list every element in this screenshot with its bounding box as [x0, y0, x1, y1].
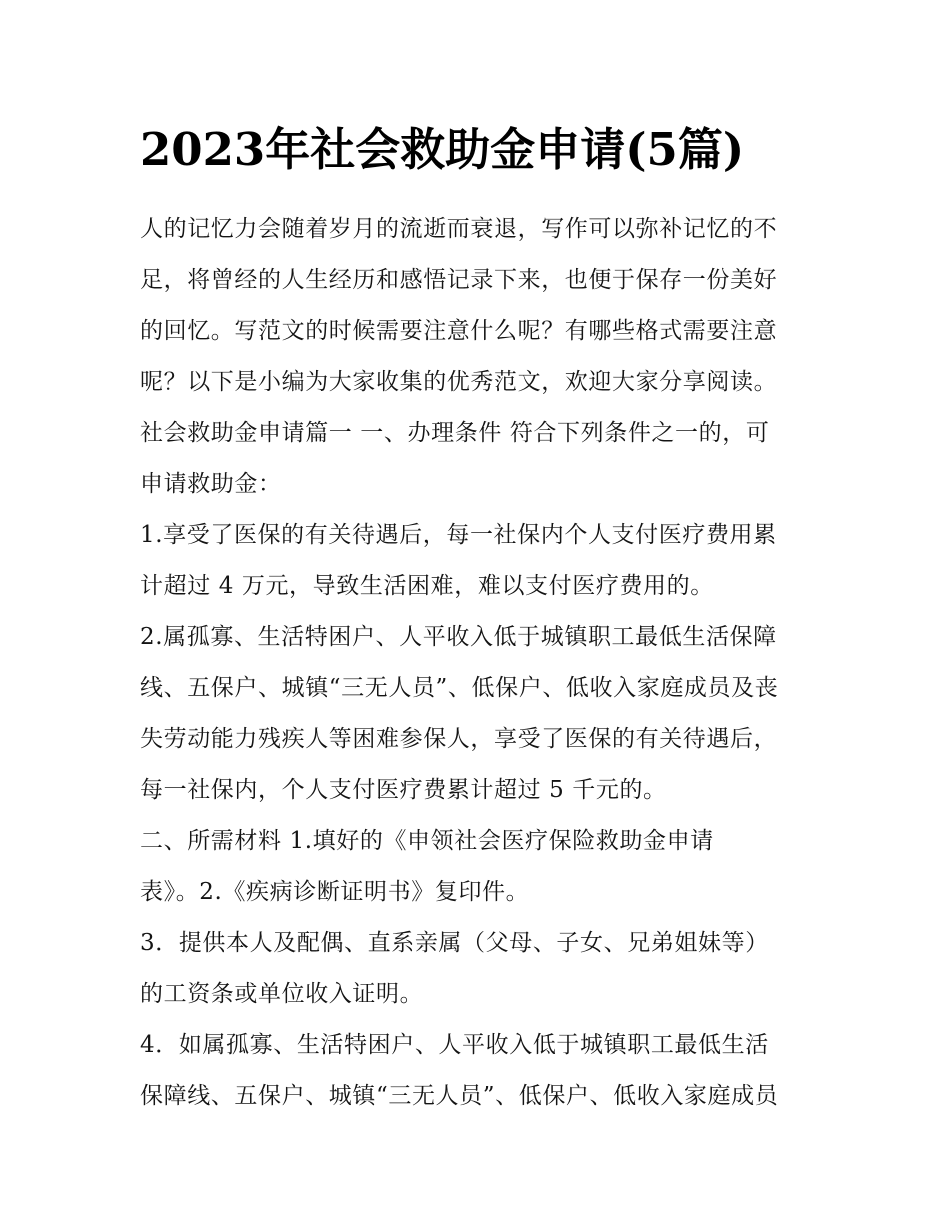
body-line: 的回忆。写范文的时候需要注意什么呢？有哪些格式需要注意 — [140, 318, 778, 344]
body-line: 保障线、五保户、城镇“三无人员”、低保户、低收入家庭成员 — [140, 1083, 779, 1109]
body-line: 表》。2.《疾病诊断证明书》复印件。 — [140, 879, 530, 905]
body-line: 每一社保内，个人支付医疗费累计超过 5 千元的。 — [140, 777, 667, 803]
body-line: 足，将曾经的人生经历和感悟记录下来，也便于保存一份美好 — [140, 267, 778, 293]
body-line: 呢？以下是小编为大家收集的优秀范文，欢迎大家分享阅读。 — [140, 369, 778, 395]
document-body — [140, 204, 812, 1122]
body-line: 计超过 4 万元，导致生活困难，难以支付医疗费用的。 — [140, 573, 714, 599]
body-line: 2.属孤寡、生活特困户、人平收入低于城镇职工最低生活保障 — [140, 624, 777, 650]
document-content — [140, 118, 812, 1122]
body-line: 人的记忆力会随着岁月的流逝而衰退，写作可以弥补记忆的不 — [140, 216, 778, 242]
body-line: 的工资条或单位收入证明。 — [140, 981, 424, 1007]
document-title: 2023年社会救助金申请(5篇) — [140, 123, 745, 176]
body-line: 线、五保户、城镇“三无人员”、低保户、低收入家庭成员及丧 — [140, 675, 779, 701]
body-line: 二、所需材料 1.填好的《申领社会医疗保险救助金申请 — [140, 828, 714, 854]
body-line: 4．如属孤寡、生活特困户、人平收入低于城镇职工最低生活 — [140, 1032, 769, 1058]
body-line: 1.享受了医保的有关待遇后，每一社保内个人支付医疗费用累 — [140, 522, 777, 548]
body-line: 社会救助金申请篇一 一、办理条件 符合下列条件之一的，可 — [140, 420, 770, 446]
body-line: 3．提供本人及配偶、直系亲属（父母、子女、兄弟姐妹等） — [140, 930, 769, 956]
body-line: 申请救助金： — [140, 471, 282, 497]
body-line: 失劳动能力残疾人等困难参保人，享受了医保的有关待遇后， — [140, 726, 778, 752]
